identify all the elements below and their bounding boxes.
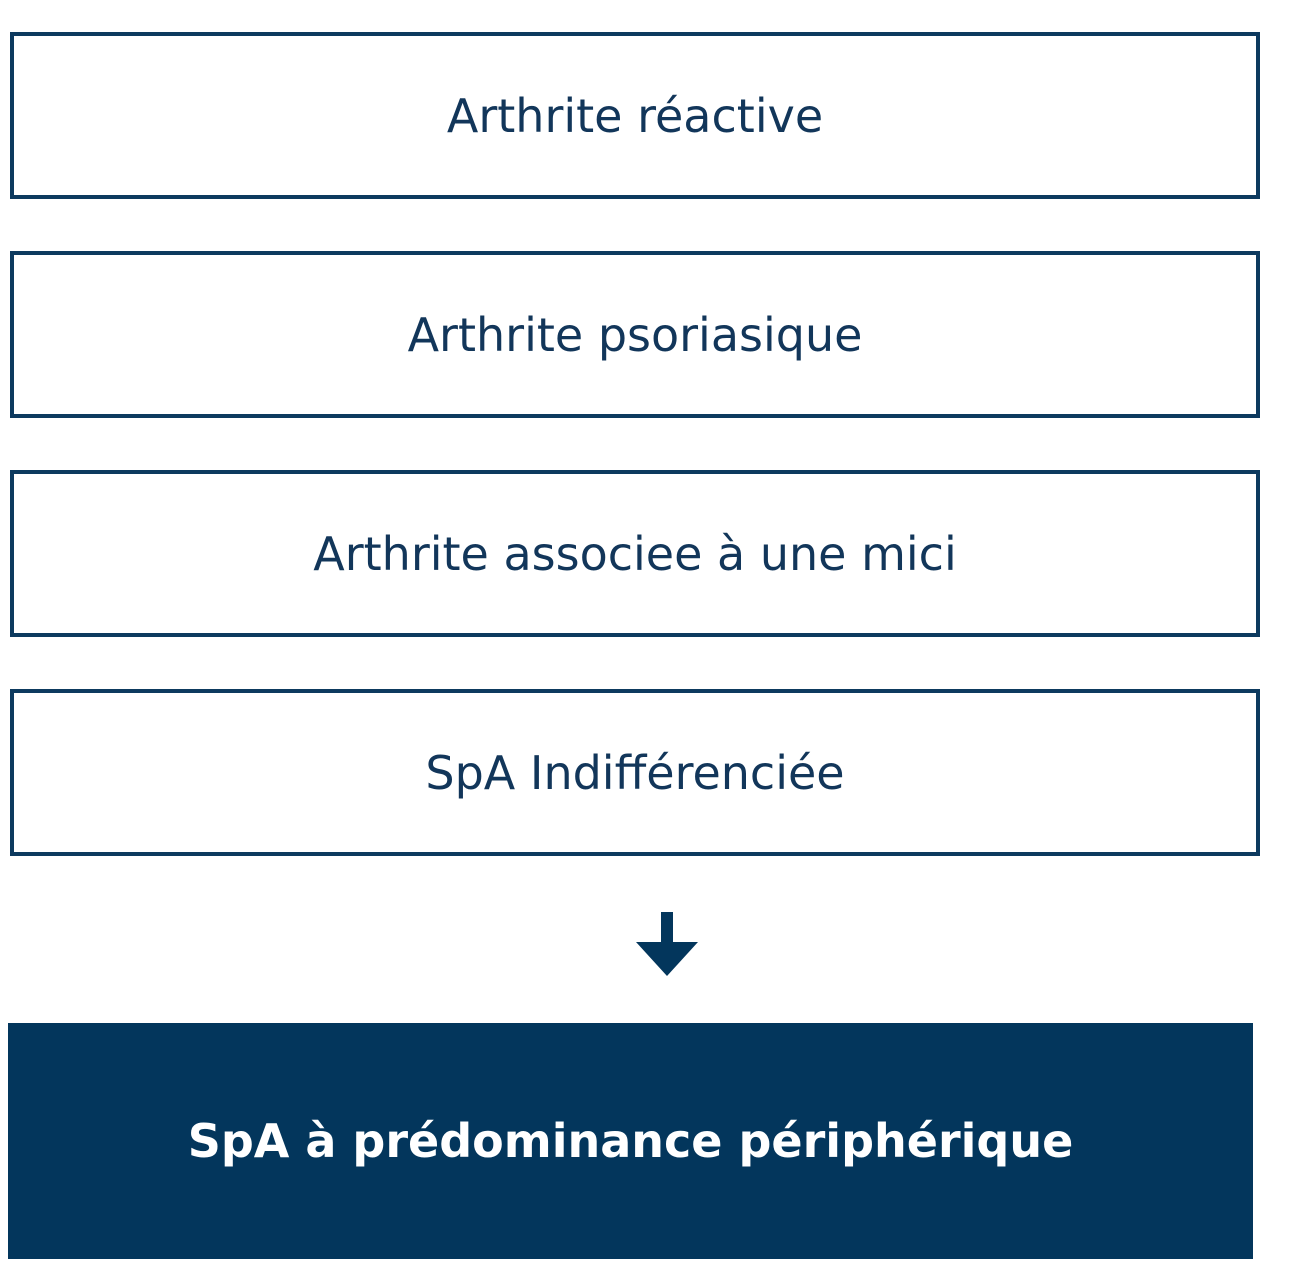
source-box-ibd-arthritis [10, 470, 1260, 637]
result-box-peripheral-spa [8, 1023, 1253, 1259]
source-box-undifferentiated-spa [10, 689, 1260, 856]
result-label: SpA à prédominance périphérique [187, 1114, 1074, 1168]
source-label: Arthrite psoriasique [407, 307, 863, 362]
source-label: SpA Indifférenciée [425, 745, 845, 800]
source-box-psoriatic-arthritis [10, 251, 1260, 418]
source-label: Arthrite associee à une mici [313, 526, 957, 581]
source-label: Arthrite réactive [446, 88, 824, 143]
arrow-down-icon [636, 912, 698, 976]
source-box-reactive-arthritis [10, 32, 1260, 199]
